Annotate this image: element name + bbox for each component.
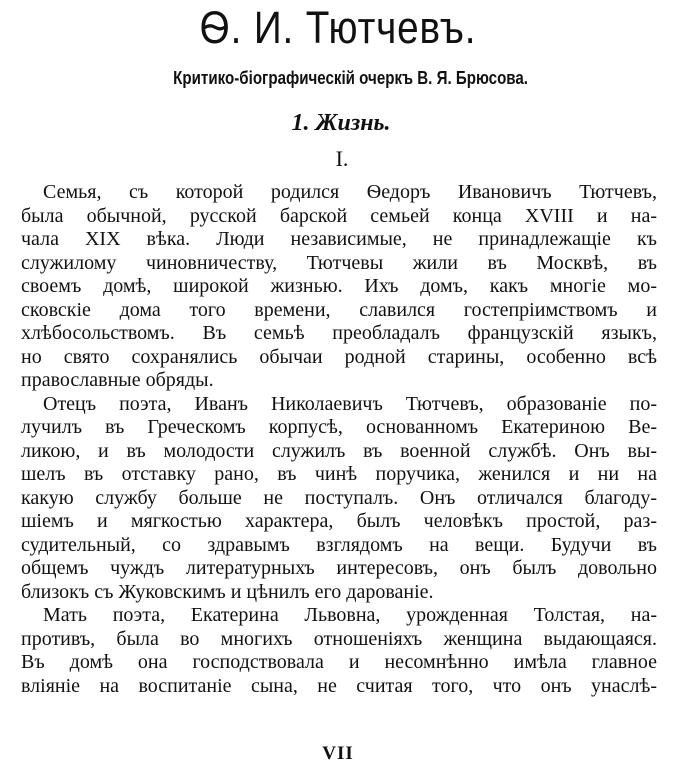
page-title: Ѳ. И. Тютчевъ. xyxy=(199,2,477,53)
text-line: противъ, была во многихъ отношеніяхъ женщина выдающаяся. xyxy=(21,627,657,650)
text-line: Семья, съ которой родился Ѳедоръ Ивановичъ Тютчевъ, xyxy=(43,181,657,203)
text-line: шіемъ и мягкостью характера, былъ человѣкъ простой, раз- xyxy=(21,510,657,532)
text-line: Мать поэта, Екатерина Львовна, урожденная Толстая, на- xyxy=(43,604,657,626)
text-line: какую службу больше не поступалъ. Онъ отличался благоду- xyxy=(21,486,657,509)
text-line: сковскіе дома того времени, славился гостепріимствомъ и xyxy=(21,298,657,321)
text-line: но свято сохранялись обычаи родной старины, особенно всѣ xyxy=(21,345,657,368)
text-line: своемъ домѣ, широкой жизнью. Ихъ домъ, какъ многіе мо- xyxy=(21,275,657,297)
text-line: лучилъ въ Греческомъ корпусѣ, основанномъ Екатериною Ве- xyxy=(21,416,657,438)
text-line: ликою, и въ молодости служилъ въ военной службѣ. Онъ вы- xyxy=(21,439,657,462)
text-line: служилому чиновничеству, Тютчевы жили въ Москвѣ, въ xyxy=(21,251,657,274)
text-line: хлѣбосольствомъ. Въ семьѣ преобладалъ французскій языкъ, xyxy=(21,322,657,344)
text-line: вліяніе на воспитаніе сына, не считая того, что онъ унаслѣ- xyxy=(21,674,657,697)
page-number: VII xyxy=(322,743,354,764)
text-line: Въ домѣ она господствовала и несомнѣнно имѣла главное xyxy=(21,651,657,673)
body-text xyxy=(21,181,657,698)
chapter-number: I. xyxy=(335,146,349,171)
text-line: близокъ съ Жуковскимъ и цѣнилъ его дарованіе. xyxy=(21,580,434,603)
text-line: чала XIX вѣка. Люди независимые, не принадлежащіе къ xyxy=(21,228,657,250)
text-line: шелъ въ отставку рано, въ чинѣ поручика, женился и ни на xyxy=(21,463,657,485)
text-line: была обычной, русской барской семьей конца XVIII и на- xyxy=(21,204,657,227)
text-line: православные обряды. xyxy=(21,369,214,391)
text-line: Отецъ поэта, Иванъ Николаевичъ Тютчевъ, образованіе по- xyxy=(43,392,657,415)
text-line: общемъ чуждъ литературныхъ интересовъ, онъ былъ довольно xyxy=(21,557,657,579)
section-heading: 1. Жизнь. xyxy=(291,110,391,136)
page-subtitle: Критико-біографическій очеркъ В. Я. Брюсова. xyxy=(173,68,529,88)
text-line: судительный, со здравымъ взглядомъ на вещи. Будучи въ xyxy=(21,533,657,556)
